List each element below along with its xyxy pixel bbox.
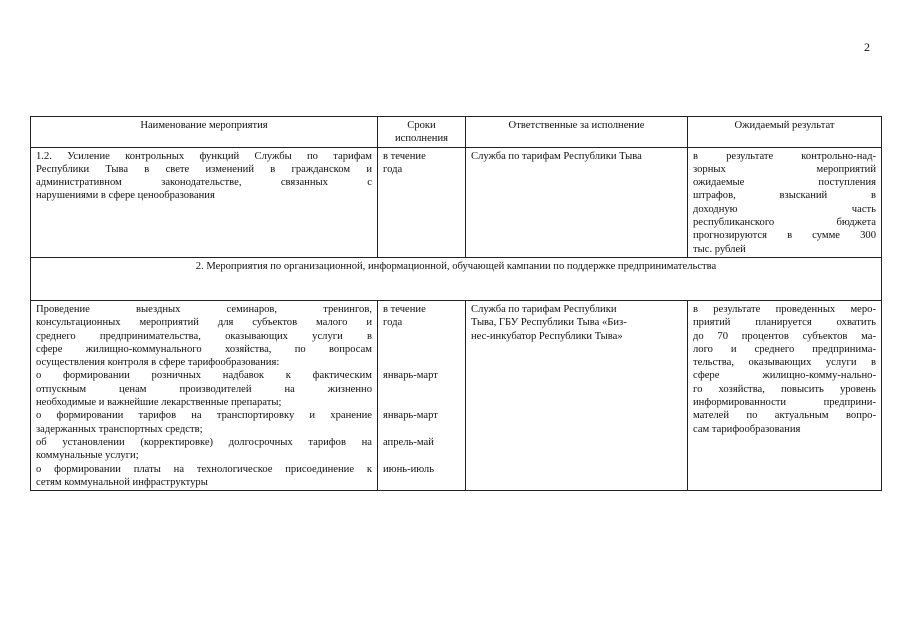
table-row — [31, 147, 882, 257]
row2-result: в результате проведенных меро- приятий планируется охватить до 70 процентов субъектов ма- лого и среднего предпринима- тельства, оказывающих услуги в сфере жилищно-комму-нально- го хозяйства, повысить уровень информированности предприни- мателей по актуальным вопро- сам тарифообразования — [688, 300, 882, 490]
row1-dates: в течение года — [378, 147, 466, 257]
row1-result: в результате контрольно-над- зорных мероприятий ожидаемые поступления штрафов, взысканий в доходную часть республиканского бюджета прогнозируются в сумме 300 тыс. рублей — [688, 147, 882, 257]
row2-dates: в течение года январь-март январь-март апрель-май июнь-июль — [378, 300, 466, 490]
table-row — [31, 300, 882, 490]
header-result: Ожидаемый результат — [688, 117, 882, 148]
table-header-row — [31, 117, 882, 148]
row1-responsible: Служба по тарифам Республики Тыва — [466, 147, 688, 257]
row1-name: 1.2. Усиление контрольных функций Службы по тарифам Республики Тыва в свете изменений в гражданском и административном законодательстве, связанных с нарушениями в сфере ценообразования — [31, 147, 378, 257]
section-row — [31, 257, 882, 300]
header-responsible: Ответственные за исполнение — [466, 117, 688, 148]
section2-title: 2. Мероприятия по организационной, информационной, обучающей кампании по поддержке предпринимательства — [31, 257, 882, 300]
header-dates: Сроки исполнения — [378, 117, 466, 148]
row2-name: Проведение выездных семинаров, тренингов, консультационных мероприятий для субъектов малого и среднего предпринимательства, оказывающих услуги в сфере жилищно-коммунального хозяйства, по вопросам осуществления контроля в сфере тарифообразования: о формировании розничных надбавок к фактическим отпускным ценам производителей на жизненно необходимые и важнейшие лекарственные препараты; о формировании тарифов на транспортировку и хранение задержанных транспортных средств; об установлении (корректировке) долгосрочных тарифов на коммунальные услуги; о формировании платы на технологическое присоединение к сетям коммунальной инфраструктуры — [31, 300, 378, 490]
page-number: 2 — [864, 40, 870, 54]
header-name: Наименование мероприятия — [31, 117, 378, 148]
row2-responsible: Служба по тарифам Республики Тыва, ГБУ Республики Тыва «Биз- нес-инкубатор Республики Тыва» — [466, 300, 688, 490]
measures-table — [30, 116, 882, 491]
